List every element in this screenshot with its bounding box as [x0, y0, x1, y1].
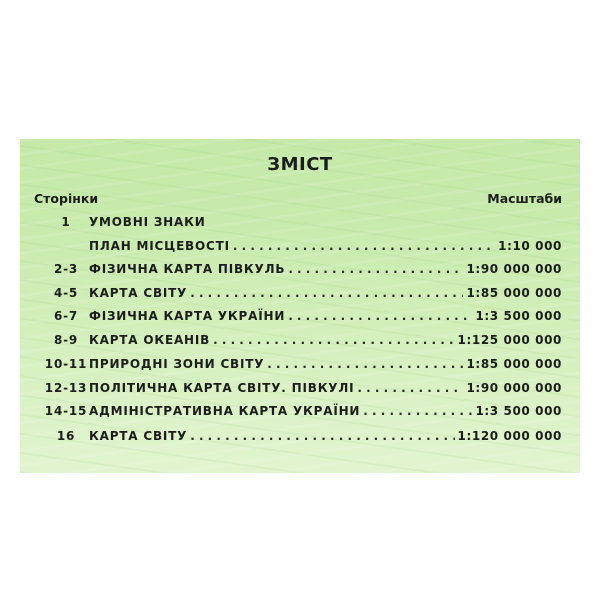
dot-leader: [190, 429, 454, 443]
toc-entry: [20, 260, 580, 280]
dot-leader: [233, 239, 495, 253]
toc-entry-scale: 1:120 000 000: [457, 429, 562, 443]
toc-entry-title: ПРИРОДНІ ЗОНИ СВІТУ: [89, 357, 265, 371]
toc-entry: [20, 402, 580, 422]
pages-column-header: Сторінки: [34, 191, 99, 206]
toc-entry: [20, 427, 580, 447]
toc-entry-scale: 1:10 000: [498, 239, 562, 253]
toc-entry-scale: 1:3 500 000: [475, 309, 562, 323]
toc-entry-pages: 16: [56, 429, 76, 443]
toc-entry-pages: 8-9: [53, 333, 79, 347]
toc-entry-scale: 1:3 500 000: [475, 404, 562, 418]
contents-panel: [20, 139, 580, 473]
toc-entry-title: КАРТА СВІТУ: [89, 429, 188, 443]
toc-entry-scale: 1:85 000 000: [466, 286, 562, 300]
toc-entry: [20, 379, 580, 399]
toc-entry-scale: 1:90 000 000: [466, 381, 562, 395]
scales-column-header: Масштаби: [487, 191, 562, 206]
toc-entry-title: УМОВНІ ЗНАКИ: [89, 215, 206, 229]
toc-entry-pages: 10-11: [44, 357, 88, 371]
toc-entry-title: КАРТА СВІТУ: [89, 286, 188, 300]
toc-entry-pages: 4-5: [53, 286, 79, 300]
toc-entry-pages: 1: [61, 215, 71, 229]
toc-entry-scale: 1:90 000 000: [466, 262, 562, 276]
toc-entry-title: ПЛАН МІСЦЕВОСТІ: [89, 239, 230, 253]
dot-leader: [190, 286, 463, 300]
toc-entry-scale: 1:125 000 000: [457, 333, 562, 347]
toc-entry-title: АДМІНІСТРАТИВНА КАРТА УКРАЇНИ: [89, 404, 361, 418]
toc-entry-title: КАРТА ОКЕАНІВ: [89, 333, 211, 347]
toc-entry-pages: 12-13: [44, 381, 88, 395]
dot-leader: [288, 309, 472, 323]
toc-entry: [20, 237, 580, 257]
toc-entry-title: ФІЗИЧНА КАРТА УКРАЇНИ: [89, 309, 286, 323]
toc-entry-title: ФІЗИЧНА КАРТА ПІВКУЛЬ: [89, 262, 286, 276]
toc-entry: [20, 284, 580, 304]
toc-entry-pages: 14-15: [44, 404, 88, 418]
dot-leader: [267, 357, 463, 371]
dot-leader: [213, 333, 454, 347]
toc-entry-title: ПОЛІТИЧНА КАРТА СВІТУ. ПІВКУЛІ: [89, 381, 355, 395]
toc-entry: [20, 355, 580, 375]
toc-entry: [20, 331, 580, 351]
dot-leader: [288, 262, 463, 276]
toc-entry-pages: 6-7: [53, 309, 79, 323]
toc-entry: [20, 213, 580, 233]
contents-title: ЗМІСТ: [267, 154, 333, 175]
dot-leader: [357, 381, 463, 395]
toc-entry-scale: 1:85 000 000: [466, 357, 562, 371]
toc-entry: [20, 307, 580, 327]
dot-leader: [363, 404, 472, 418]
toc-entry-pages: 2-3: [53, 262, 79, 276]
